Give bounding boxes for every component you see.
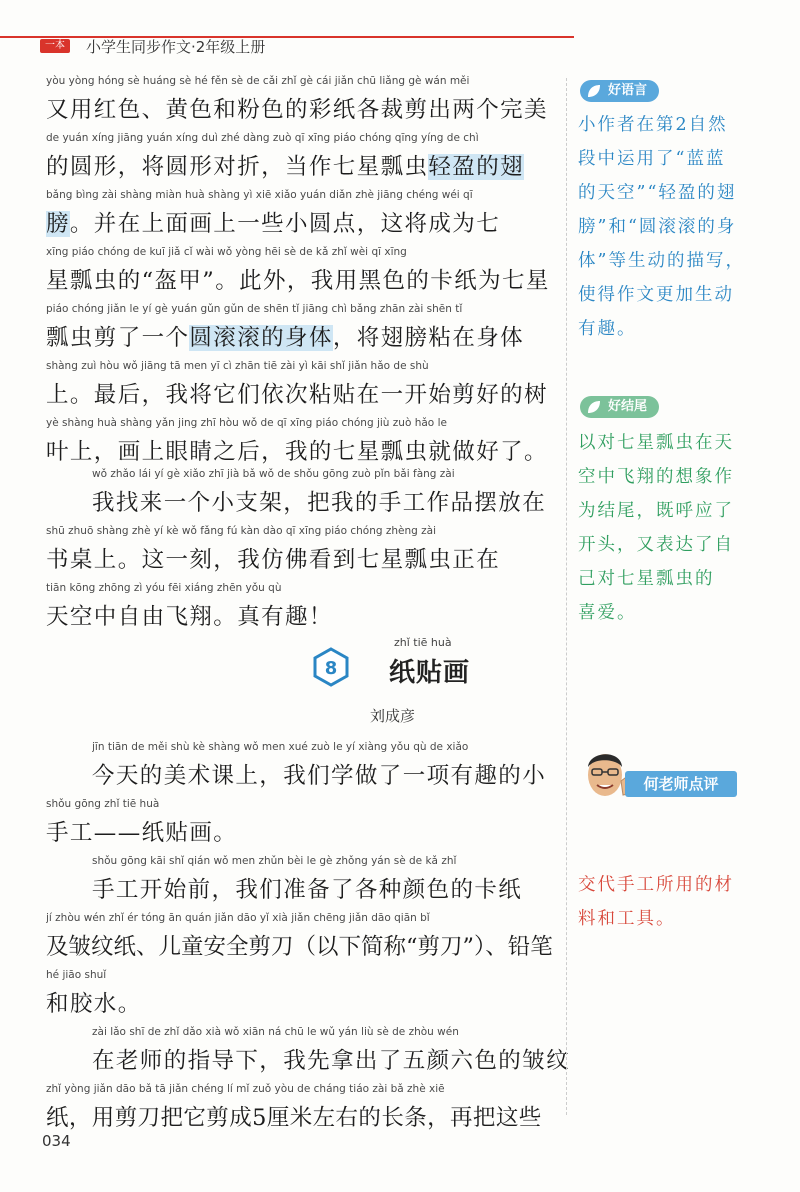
note-line: 有趣。	[578, 319, 637, 339]
hanzi-text: 。并在上面画上一些小圆点，这将成为七	[69, 211, 501, 237]
hanzi-line: 及皱纹纸、儿童安全剪刀（以下简称“剪刀”）、铅笔	[46, 934, 553, 960]
hanzi-line: 又用红色、黄色和粉色的彩纸各裁剪出两个完美	[46, 97, 548, 123]
note-line: 交代手工所用的材	[578, 875, 734, 895]
highlighted-phrase: 膀	[46, 211, 70, 237]
text-line	[46, 741, 558, 798]
pinyin-line: shàng zuì hòu wǒ jiāng tā men yī cì zhān tiē zài yì kāi shǐ jiǎn hǎo de shù	[46, 360, 429, 372]
book-title: 小学生同步作文·2年级上册	[86, 38, 266, 56]
essay-body	[46, 741, 571, 1140]
text-line	[46, 1026, 571, 1083]
good-ending-label: 好结尾	[608, 399, 648, 414]
text-line	[46, 132, 558, 189]
text-line	[46, 912, 558, 969]
essay-number: 8	[324, 658, 338, 679]
pinyin-line: bǎng bìng zài shàng miàn huà shàng yì xiē xiǎo yuán diǎn zhè jiāng chéng wéi qī	[46, 189, 473, 201]
note-line: 小作者在第2自然	[578, 115, 728, 135]
hanzi-text: 的圆形，将圆形对折，当作七星瓢虫	[46, 154, 429, 180]
series-badge: 一本	[40, 39, 70, 53]
essay-author: 刘成彦	[370, 707, 416, 725]
text-line	[46, 969, 558, 1026]
note-line: 使得作文更加生动	[578, 285, 734, 305]
note-line: 段中运用了“蓝蓝	[578, 149, 726, 169]
hanzi-line	[46, 149, 558, 181]
pinyin-line: wǒ zhǎo lái yí gè xiǎo zhī jià bǎ wǒ de shǒu gōng zuò pǐn bǎi fàng zài	[92, 468, 455, 480]
text-line	[46, 1083, 558, 1140]
good-ending-tag	[580, 396, 659, 418]
hanzi-line: 手工——纸贴画。	[46, 820, 238, 846]
hanzi-text: 瓢虫剪了一个	[46, 325, 190, 351]
hanzi-line: 上。最后，我将它们依次粘贴在一开始剪好的树	[46, 382, 548, 408]
essay-title: 纸贴画	[389, 658, 471, 688]
note-line: 己对七星瓢虫的	[578, 569, 715, 589]
note-line: 以对七星瓢虫在天	[578, 433, 734, 453]
hanzi-line: 和胶水。	[46, 991, 142, 1017]
text-line	[46, 303, 558, 360]
pinyin-line: piáo chóng jiǎn le yí gè yuán gǔn gǔn de shēn tǐ jiāng chì bǎng zhān zài shēn tǐ	[46, 303, 463, 315]
highlighted-phrase: 圆滚滚的身体	[189, 325, 333, 351]
text-line	[46, 468, 558, 525]
teacher-comment-badge	[579, 741, 737, 801]
commentary-sidebar	[566, 0, 800, 1192]
pinyin-line: shǒu gōng kāi shǐ qián wǒ men zhǔn bèi le gè zhǒng yán sè de kǎ zhǐ	[92, 855, 457, 867]
text-line	[46, 582, 558, 639]
text-line	[46, 855, 558, 912]
note-line: 的天空”“轻盈的翅	[578, 183, 737, 203]
good-ending-note	[578, 426, 734, 630]
hanzi-line: 手工开始前，我们准备了各种颜色的卡纸	[92, 877, 523, 903]
pinyin-line: yè shàng huà shàng yǎn jing zhī hòu wǒ de qī xīng piáo chóng jiù zuò hǎo le	[46, 417, 447, 429]
hanzi-line	[46, 320, 558, 352]
essay-title-pinyin: zhǐ tiē huà	[394, 636, 452, 649]
essay-number-badge	[311, 647, 351, 687]
pinyin-line: shū zhuō shàng zhè yí kè wǒ fǎng fú kàn dào qī xīng piáo chóng zhèng zài	[46, 525, 437, 537]
leaf-icon	[586, 399, 602, 415]
highlighted-phrase: 轻盈的翅	[428, 154, 525, 180]
teacher-comment-label: 何老师点评	[625, 771, 737, 797]
pinyin-line: jí zhòu wén zhǐ ér tóng ān quán jiǎn dāo yǐ xià jiǎn chēng jiǎn dāo qiān bǐ	[46, 912, 430, 924]
hanzi-text: ，将翅膀粘在身体	[332, 325, 525, 351]
hanzi-line: 叶上，画上眼睛之后，我的七星瓢虫就做好了。	[46, 439, 548, 465]
hanzi-line: 今天的美术课上，我们学做了一项有趣的小	[92, 763, 547, 789]
note-line: 空中飞翔的想象作	[578, 467, 734, 487]
text-line	[46, 246, 558, 303]
note-line: 开头，又表达了自	[578, 535, 734, 555]
pinyin-line: hé jiāo shuǐ	[46, 969, 107, 981]
note-line: 为结尾，既呼应了	[578, 501, 734, 521]
pinyin-line: shǒu gōng zhǐ tiē huà	[46, 798, 160, 810]
page-number: 034	[42, 1132, 71, 1150]
pinyin-line: zài lǎo shī de zhǐ dǎo xià wǒ xiān ná chū le wǔ yán liù sè de zhòu wén	[92, 1026, 459, 1038]
text-line	[46, 75, 558, 132]
pinyin-line: yòu yòng hóng sè huáng sè hé fěn sè de cǎi zhǐ gè cái jiǎn chū liǎng gè wán měi	[46, 75, 470, 87]
hanzi-line: 天空中自由飞翔。真有趣！	[46, 604, 333, 630]
good-language-tag	[580, 80, 659, 102]
hanzi-line	[46, 206, 558, 238]
text-line	[46, 360, 558, 417]
note-line: 体”等生动的描写，	[578, 251, 745, 271]
pinyin-line: de yuán xíng jiāng yuán xíng duì zhé dàng zuò qī xīng piáo chóng qīng yíng de chì	[46, 132, 479, 144]
pinyin-line: xīng piáo chóng de kuī jiǎ cǐ wài wǒ yòng hēi sè de kǎ zhǐ wèi qī xīng	[46, 246, 407, 258]
essay-closing-paragraph	[46, 468, 558, 639]
note-line: 料和工具。	[578, 909, 676, 929]
note-line: 膀”和“圆滚滚的身	[578, 217, 737, 237]
text-line	[46, 417, 558, 474]
text-line	[46, 525, 558, 582]
hanzi-line: 星瓢虫的“盔甲”。此外，我用黑色的卡纸为七星	[46, 268, 550, 294]
hanzi-line: 我找来一个小支架，把我的手工作品摆放在	[92, 490, 547, 516]
good-language-label: 好语言	[608, 83, 648, 98]
essay-previous-paragraph	[46, 75, 558, 474]
pinyin-line: zhǐ yòng jiǎn dāo bǎ tā jiǎn chéng lí mǐ zuǒ yòu de cháng tiáo zài bǎ zhè xiē	[46, 1083, 445, 1095]
good-language-note	[578, 108, 745, 346]
leaf-icon	[586, 83, 602, 99]
teacher-note	[578, 868, 734, 936]
text-line	[46, 798, 558, 855]
hanzi-line: 纸，用剪刀把它剪成5厘米左右的长条，再把这些	[46, 1105, 542, 1131]
pinyin-line: jīn tiān de měi shù kè shàng wǒ men xué zuò le yí xiàng yǒu qù de xiǎo	[92, 741, 469, 753]
text-line	[46, 189, 558, 246]
hanzi-line: 书桌上。这一刻，我仿佛看到七星瓢虫正在	[46, 547, 501, 573]
hanzi-line: 在老师的指导下，我先拿出了五颜六色的皱纹	[92, 1048, 571, 1074]
note-line: 喜爱。	[578, 603, 637, 623]
pinyin-line: tiān kōng zhōng zì yóu fēi xiáng zhēn yǒu qù	[46, 582, 282, 594]
